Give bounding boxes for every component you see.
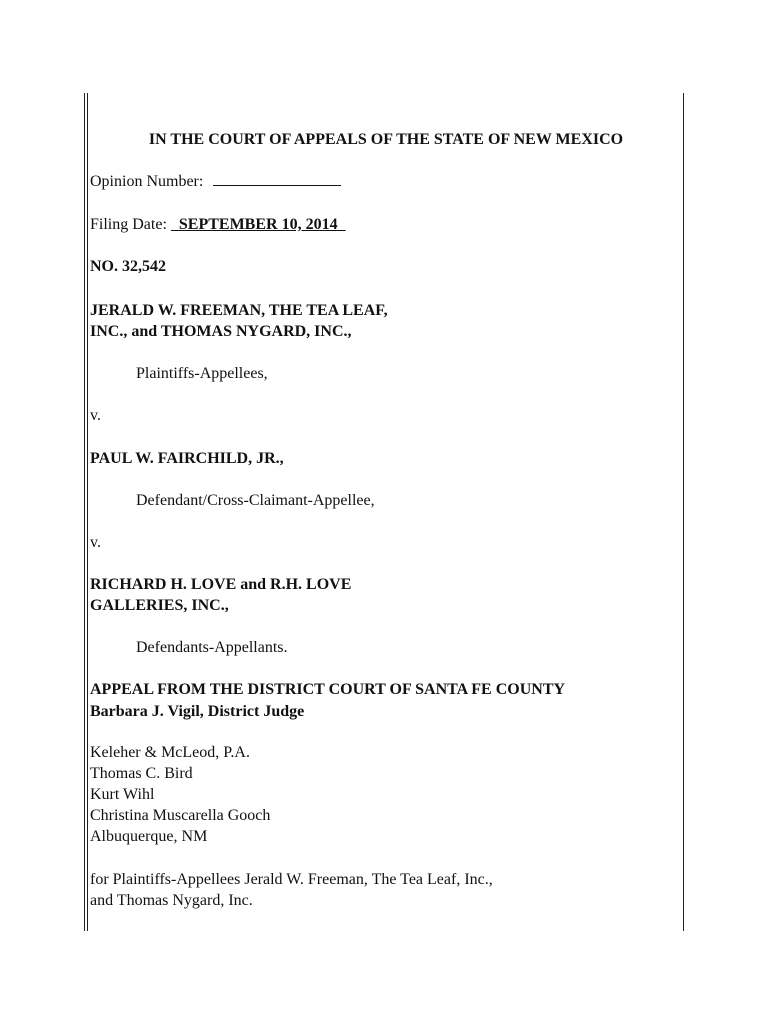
- counsel-for-line-1: for Plaintiffs-Appellees Jerald W. Freeman, The Tea Leaf, Inc.,: [90, 871, 493, 888]
- right-margin-rule: [683, 93, 684, 931]
- opinion-number-blank: [213, 171, 341, 186]
- court-title: IN THE COURT OF APPEALS OF THE STATE OF NEW MEXICO: [148, 131, 624, 148]
- counsel-city: Albuquerque, NM: [90, 828, 208, 845]
- defendant-role: Defendant/Cross-Claimant-Appellee,: [136, 492, 375, 509]
- plaintiffs-role: Plaintiffs-Appellees,: [136, 365, 268, 382]
- appellants-role: Defendants-Appellants.: [136, 639, 288, 656]
- filing-date-line: [90, 214, 346, 235]
- left-margin-rule-inner: [87, 93, 88, 931]
- plaintiffs-line-1: JERALD W. FREEMAN, THE TEA LEAF,: [90, 302, 388, 319]
- counsel-attorney-2: Kurt Wihl: [90, 786, 155, 803]
- opinion-number-label: Opinion Number:: [90, 173, 204, 190]
- appeal-judge: Barbara J. Vigil, District Judge: [90, 703, 305, 720]
- filing-date-value: SEPTEMBER 10, 2014: [178, 216, 338, 233]
- filing-date-underline-lead: [171, 216, 179, 233]
- counsel-firm: Keleher & McLeod, P.A.: [90, 744, 250, 761]
- opinion-number-line: [90, 171, 341, 192]
- filing-date-label: Filing Date:: [90, 216, 167, 233]
- case-number: NO. 32,542: [90, 258, 166, 275]
- left-margin-rule: [84, 93, 85, 931]
- filing-date-underline-trail: [338, 216, 346, 233]
- versus-1: v.: [90, 407, 101, 424]
- counsel-attorney-1: Thomas C. Bird: [90, 765, 193, 782]
- appeal-line-1: APPEAL FROM THE DISTRICT COURT OF SANTA FE COUNTY: [90, 681, 566, 698]
- counsel-attorney-3: Christina Muscarella Gooch: [90, 807, 271, 824]
- defendant-name: PAUL W. FAIRCHILD, JR.,: [90, 450, 284, 467]
- appellants-line-2: GALLERIES, INC.,: [90, 597, 229, 614]
- versus-2: v.: [90, 534, 101, 551]
- plaintiffs-line-2: INC., and THOMAS NYGARD, INC.,: [90, 323, 352, 340]
- counsel-for-line-2: and Thomas Nygard, Inc.: [90, 892, 253, 909]
- appellants-line-1: RICHARD H. LOVE and R.H. LOVE: [90, 576, 352, 593]
